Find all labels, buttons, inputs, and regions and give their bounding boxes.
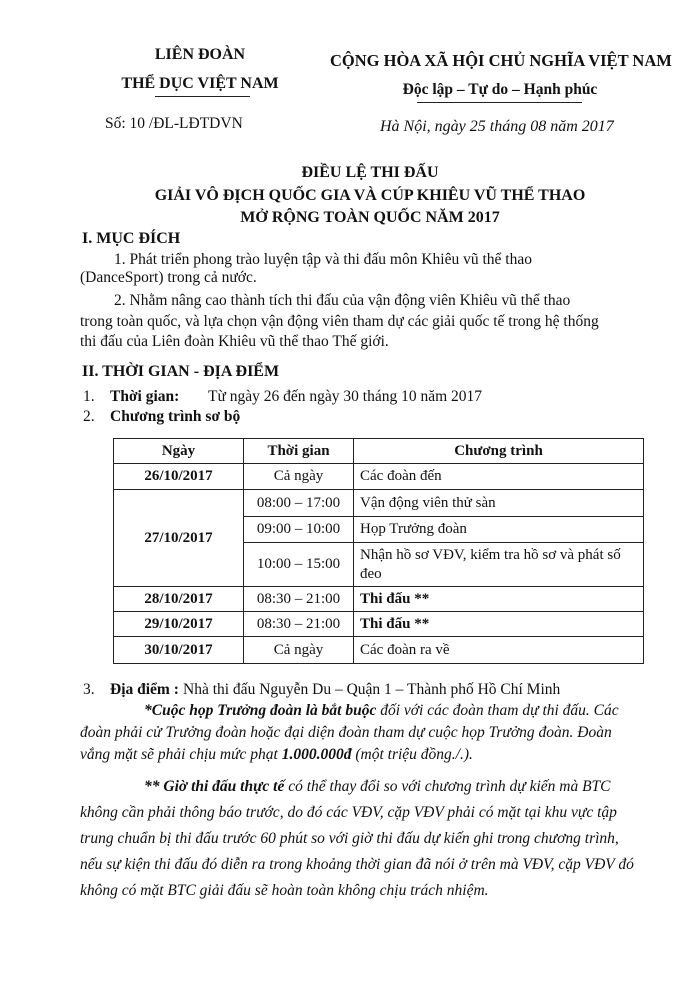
section1-p1-line2: (DanceSport) trong cả nước.: [80, 269, 257, 286]
schedule-note: [80, 774, 640, 904]
row-date: 29/10/2017: [114, 612, 244, 637]
row-time: Cả ngày: [244, 637, 354, 664]
row-time: 08:00 – 17:00: [244, 490, 354, 517]
meeting-fine: 1.000.000đ: [281, 746, 352, 763]
section1-p2-line1: 2. Nhằm nâng cao thành tích thi đấu của vận động viên Khiêu vũ thể thao: [114, 292, 571, 309]
table-row: [114, 637, 644, 664]
schedule-note-text: có thể thay đổi so với chương trình dự kiến mà BTC không cần phải thông báo trước, do đó các VĐV, cặp VĐV phải có mặt tại khu vực tập trung chuẩn bị thi đấu trước 60 phút so với giờ thi đấu dự kiến ghi trong chương trình, nếu sự kiện thi đấu đó diễn ra trong khoảng thời gian đã nói ở trên mà VĐV, cặp VĐV đó không có mặt BTC giải đấu sẽ hoàn toàn không chịu trách nhiệm.: [80, 778, 634, 899]
header-date: Ngày: [114, 439, 244, 464]
row-time: 10:00 – 15:00: [244, 543, 354, 587]
nation-motto: Độc lập – Tự do – Hạnh phúc: [402, 81, 598, 98]
row-program: Vận động viên thử sàn: [354, 490, 644, 517]
row-program: Các đoàn ra về: [354, 637, 644, 664]
title-line3: MỞ RỘNG TOÀN QUỐC NĂM 2017: [240, 209, 500, 226]
item1-number: 1.: [83, 388, 95, 405]
meeting-note-text: đối với các đoàn tham dự thi đấu. Các đoàn phải cử Trưởng đoàn hoặc đại diện đoàn tham dự cuộc họp Trưởng đoàn. Đoàn vắng mặt sẽ phải chịu mức phạt: [80, 702, 619, 763]
meeting-note: [80, 700, 640, 766]
row-program: Thi đấu **: [354, 612, 644, 637]
table-header-row: [114, 439, 644, 464]
row-date: 28/10/2017: [114, 587, 244, 612]
schedule-note-bold: ** Giờ thi đấu thực tế: [144, 778, 285, 795]
motto-underline: [417, 102, 582, 103]
section1-heading: I. MỤC ĐÍCH: [82, 230, 181, 247]
row-time: 08:30 – 21:00: [244, 587, 354, 612]
place-date: Hà Nội, ngày 25 tháng 08 năm 2017: [380, 118, 614, 135]
row-program: Thi đấu **: [354, 587, 644, 612]
nation-name: CỘNG HÒA XÃ HỘI CHỦ NGHĨA VIỆT NAM: [330, 51, 672, 70]
item2-label: Chương trình sơ bộ: [110, 408, 241, 425]
table-row: [114, 612, 644, 637]
item3-label: Địa điểm :: [110, 681, 179, 698]
meeting-note-bold: *Cuộc họp Trưởng đoàn là bắt buộc: [144, 702, 377, 719]
row-time: 09:00 – 10:00: [244, 517, 354, 543]
table-row: [114, 464, 644, 490]
item2-number: 2.: [83, 408, 95, 425]
org-name-line2: THỂ DỤC VIỆT NAM: [121, 75, 279, 92]
title-line1: ĐIỀU LỆ THI ĐẤU: [301, 164, 439, 181]
row-date: 27/10/2017: [114, 490, 244, 587]
item3-value: Nhà thi đấu Nguyễn Du – Quận 1 – Thành phố Hồ Chí Minh: [183, 681, 561, 698]
row-program: Họp Trưởng đoàn: [354, 517, 644, 543]
table-row: [114, 490, 644, 517]
doc-number: Số: 10 /ĐL-LĐTDVN: [105, 115, 243, 132]
row-date: 30/10/2017: [114, 637, 244, 664]
section1-p2-line3: thi đấu của Liên đoàn Khiêu vũ thể thao Thế giới.: [80, 333, 389, 350]
row-date: 26/10/2017: [114, 464, 244, 490]
schedule-table: [113, 438, 644, 664]
row-time: 08:30 – 21:00: [244, 612, 354, 637]
item1-label: Thời gian:: [110, 388, 180, 405]
section2-heading: II. THỜI GIAN - ĐỊA ĐIỂM: [82, 363, 280, 380]
section1-p2-line2: trong toàn quốc, và lựa chọn vận động viên tham dự các giải quốc tế trong hệ thống: [80, 313, 599, 330]
org-name-line1: LIÊN ĐOÀN: [154, 46, 246, 63]
item1-value: Từ ngày 26 đến ngày 30 tháng 10 năm 2017: [208, 388, 483, 405]
row-program: Nhận hồ sơ VĐV, kiểm tra hồ sơ và phát số đeo: [354, 543, 644, 587]
item3-number: 3.: [83, 681, 95, 698]
org-underline: [155, 96, 250, 97]
table-row: [114, 587, 644, 612]
row-time: Cả ngày: [244, 464, 354, 490]
header-program: Chương trình: [354, 439, 644, 464]
section1-p1-line1: 1. Phát triển phong trào luyện tập và thi đấu môn Khiêu vũ thể thao: [114, 251, 532, 268]
header-time: Thời gian: [244, 439, 354, 464]
meeting-fine-words: (một triệu đồng./.).: [351, 746, 473, 763]
title-line2: GIẢI VÔ ĐỊCH QUỐC GIA VÀ CÚP KHIÊU VŨ THỂ THAO: [154, 187, 586, 204]
row-program: Các đoàn đến: [354, 464, 644, 490]
